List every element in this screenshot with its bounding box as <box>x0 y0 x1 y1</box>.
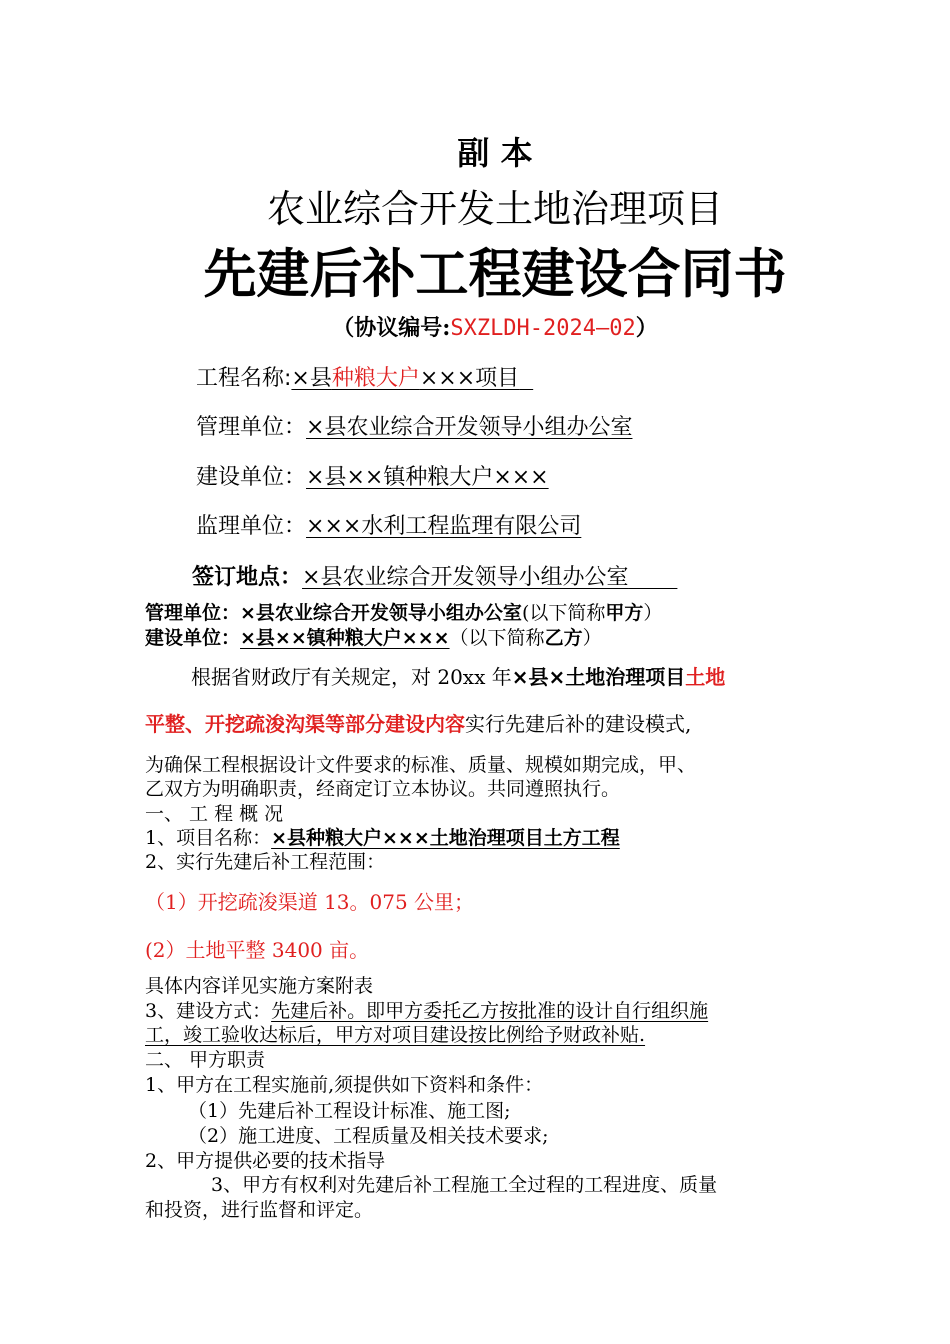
item-2-line: 2、实行先建后补工程范围： <box>145 851 386 873</box>
supervisor-label: 监理单位： <box>196 514 307 539</box>
item-3-line-2: 工，竣工验收达标后，甲方对项目建设按比例给予财政补贴. <box>145 1024 646 1046</box>
place-value: ×县农业综合开发领导小组办公室 <box>302 565 629 590</box>
build-label: 建设单位： <box>196 465 307 490</box>
mgmt-value: ×县农业综合开发领导小组办公室 <box>306 415 633 440</box>
info-mgmt-row <box>196 410 632 441</box>
party-b-line: 建设单位：×县××镇种粮大户×××（以下简称乙方） <box>145 627 602 649</box>
supervisor-value: ×××水利工程监理有限公司 <box>306 514 582 539</box>
mgmt-label: 管理单位： <box>196 415 307 440</box>
project-label: 工程名称: <box>196 366 292 391</box>
agreement-number: SXZLDH-2024—02 <box>450 316 636 341</box>
intro-line-3: 为确保工程根据设计文件要求的标准、质量、规模如期完成，甲、 <box>145 754 697 776</box>
intro-line-2: 平整、开挖疏浚沟渠等部分建设内容实行先建后补的建设模式, <box>145 712 692 736</box>
scope-2-line: (2）土地平整 3400 亩。 <box>145 938 370 962</box>
intro-line-1: 根据省财政厅有关规定，对 20xx 年×县×土地治理项目土地 <box>191 665 726 689</box>
title-line-2: 先建后补工程建设合同书 <box>203 244 787 305</box>
duty-3-line-2: 和投资，进行监督和评定。 <box>145 1199 374 1221</box>
duty-3-line-1: 3、甲方有权利对先建后补工程施工全过程的工程进度、质量 <box>211 1174 718 1196</box>
info-project-row <box>196 361 533 392</box>
build-value: ×县××镇种粮大户××× <box>306 465 549 490</box>
project-value: ×县种粮大户×××项目 <box>291 366 520 391</box>
agreement-number-line <box>0 311 950 342</box>
info-place-row <box>192 560 677 591</box>
scope-1-line: （1）开挖疏浚渠道 13。075 公里； <box>145 890 475 914</box>
duty-2-line: 2、甲方提供必要的技术指导 <box>145 1150 386 1172</box>
section-1-title: 一、 工 程 概 况 <box>145 803 284 825</box>
detail-line: 具体内容详见实施方案附表 <box>145 975 374 997</box>
agreement-suffix: ） <box>635 315 658 341</box>
info-build-row <box>196 460 549 491</box>
intro-line-4: 乙双方为明确职责，经商定订立本协议。共同遵照执行。 <box>145 778 621 800</box>
party-a-line: 管理单位：×县农业综合开发领导小组办公室(以下简称甲方） <box>145 602 663 624</box>
duty-1-line: 1、甲方在工程实施前,须提供如下资料和条件： <box>145 1074 544 1096</box>
duty-1b-line: （2）施工进度、工程质量及相关技术要求; <box>188 1125 549 1147</box>
copy-label: 副 本 <box>457 134 533 172</box>
title-line-1: 农业综合开发土地治理项目 <box>266 187 723 231</box>
duty-1a-line: （1）先建后补工程设计标准、施工图; <box>188 1100 511 1122</box>
section-2-title: 二、 甲方职责 <box>145 1049 266 1071</box>
place-label: 签订地点： <box>192 565 303 590</box>
item-3-line-1: 3、建设方式：先建后补。即甲方委托乙方按批准的设计自行组织施 <box>145 1000 709 1022</box>
info-supervisor-row <box>196 509 581 540</box>
agreement-prefix: （协议编号: <box>332 315 451 341</box>
item-1-line: 1、项目名称：×县种粮大户×××土地治理项目土方工程 <box>145 827 620 849</box>
